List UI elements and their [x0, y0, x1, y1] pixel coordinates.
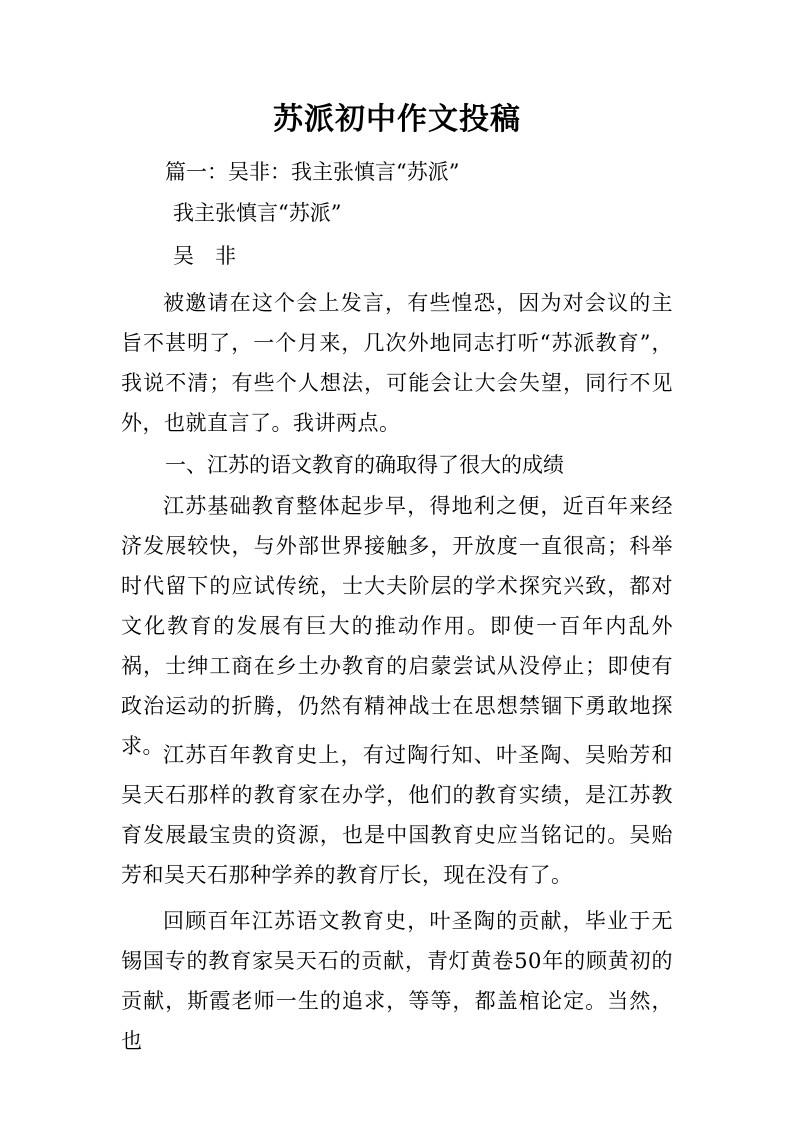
document-subtitle: 篇一：吴非：我主张慎言“苏派”	[165, 160, 460, 184]
paragraph-intro: 被邀请在这个会上发言，有些惶恐，因为对会议的主旨不甚明了，一个月来，几次外地同志打听“苏派教育”，我说不清；有些个人想法，可能会让大会失望，同行不见外，也就直言了。我讲两点。	[121, 291, 673, 435]
paragraph-educators: 江苏百年教育史上，有过陶行知、叶圣陶、吴贻芳和吴天石那样的教育家在办学，他们的教育实绩，是江苏教育发展最宝贵的资源，也是中国教育史应当铭记的。吴贻芳和吴天石那种学养的教育厅长，现在没有了。	[121, 743, 673, 887]
section-heading: 一、江苏的语文教育的确取得了很大的成绩	[165, 453, 564, 477]
author-name: 吴 非	[173, 244, 236, 268]
paragraph-history: 回顾百年江苏语文教育史，叶圣陶的贡献，毕业于无锡国专的教育家吴天石的贡献，青灯黄卷50年的顾黄初的贡献，斯霞老师一生的追求，等等，都盖棺论定。当然，也	[121, 909, 673, 1053]
article-title: 我主张慎言“苏派”	[173, 201, 342, 225]
paragraph-development: 江苏基础教育整体起步早，得地利之便，近百年来经济发展较快，与外部世界接触多，开放度一直很高；科举时代留下的应试传统，士大夫阶层的学术探究兴致，都对文化教育的发展有巨大的推动作用。即使一百年内乱外祸，士绅工商在乡土办教育的启蒙尝试从没停止；即使有政治运动的折腾，仍然有精神战士在思想禁锢下勇敢地探求。	[121, 494, 673, 758]
document-title: 苏派初中作文投稿	[273, 102, 521, 137]
